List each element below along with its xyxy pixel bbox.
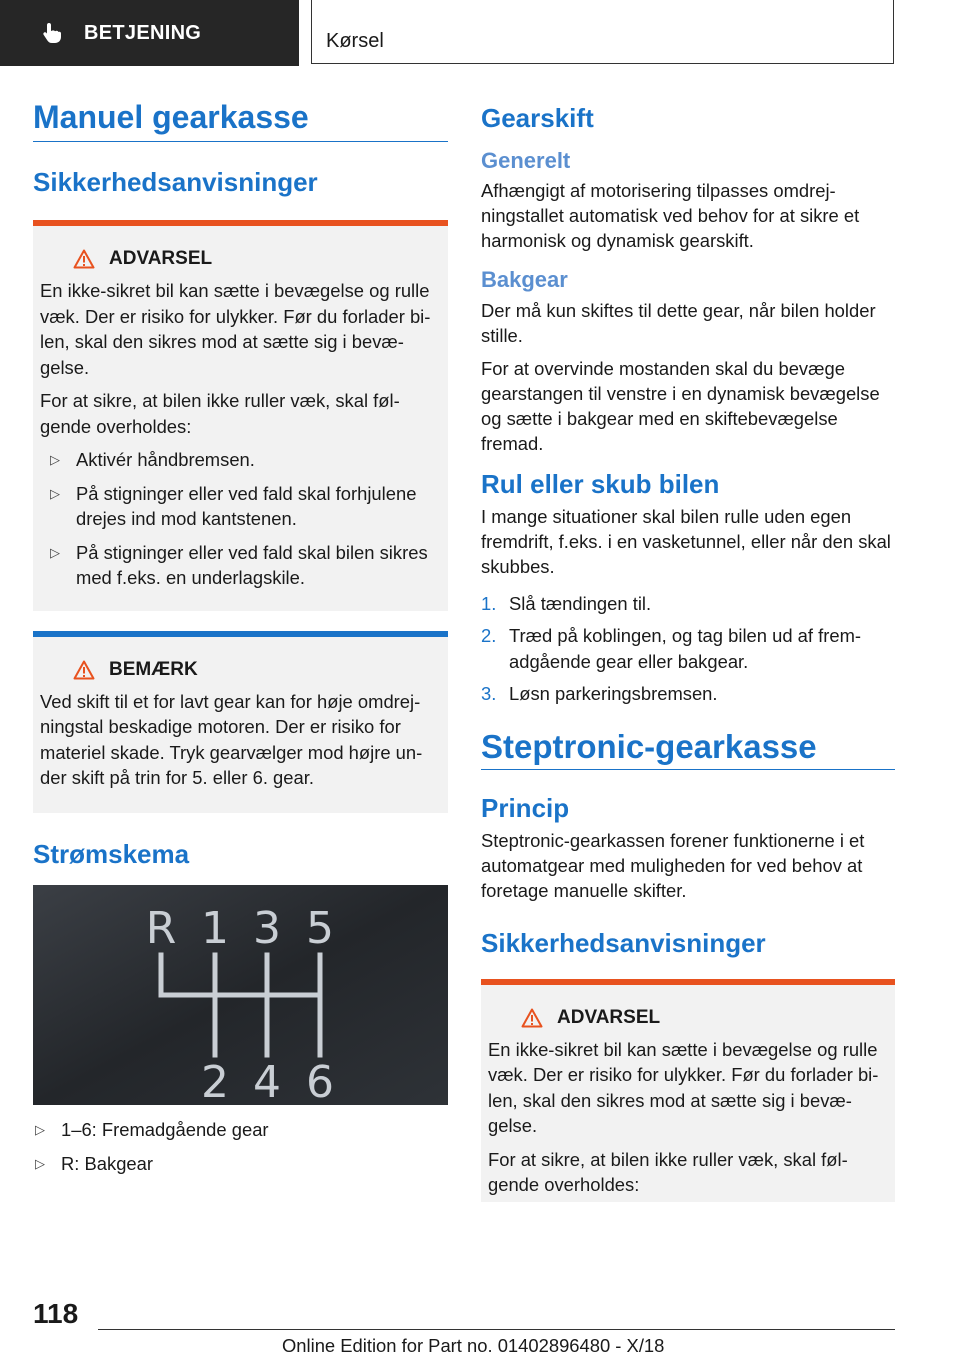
edition-text: Online Edition for Part no. 01402896480 - X/18: [282, 1335, 665, 1356]
roll-text: I mange situationer skal bilen rulle uden egen fremdrift, f.eks. i en vasketunnel, eller når den skal skubbes.: [481, 505, 891, 577]
gear-label-3: 3: [253, 903, 281, 955]
principle-text: Steptronic-gearkassen forener funktionerne i et automatgear med muligheden for ved behov at foretage manuelle skifter.: [481, 829, 865, 901]
steptronic-title: Steptronic-gearkasse: [481, 727, 817, 765]
gearshift-heading: Gearskift: [481, 103, 594, 133]
gear-label-4: 4: [253, 1057, 281, 1106]
general-heading: Generelt: [481, 147, 571, 173]
section-tab: [0, 0, 299, 66]
safety-heading-2: Sikkerhedsanvisninger: [481, 927, 766, 958]
left-column: [33, 100, 448, 1184]
warning-title: ADVARSEL: [109, 248, 213, 270]
gear-label-1: 1: [201, 903, 229, 955]
list-item: ▷ På stigninger eller ved fald skal bilen sikres med f.eks. en underlagskile.: [50, 541, 428, 589]
triangle-bullet-icon: ▷: [50, 544, 60, 560]
list-item: ▷ R: Bakgear: [33, 1151, 448, 1177]
roll-heading: Rul eller skub bilen: [481, 468, 720, 499]
chapter-label: Kørsel: [326, 30, 384, 52]
legend-list: [33, 1117, 448, 1176]
warning-triangle-icon: [73, 660, 95, 680]
warning-text-2: For at sikre, at bilen ikke ruller væk, skal føl-gende overholdes:: [488, 1148, 848, 1196]
general-text: Afhængigt af motorisering tilpasses omdrej-ningstallet automatisk ved behov for at sikre et harmonisk og dynamisk gearskift.: [481, 180, 860, 252]
triangle-bullet-icon: ▷: [50, 452, 60, 468]
footer-divider: [98, 1329, 895, 1330]
warning-box: [33, 220, 448, 611]
warning-triangle-icon: [73, 249, 95, 269]
page-header: [0, 0, 896, 66]
page-title: Manuel gearkasse: [33, 99, 309, 135]
section-label: BETJENING: [84, 21, 202, 44]
warning-box-2: [481, 979, 895, 1202]
list-item: ▷ 1–6: Fremadgående gear: [33, 1117, 448, 1143]
notice-box: [33, 631, 448, 813]
triangle-bullet-icon: ▷: [35, 1155, 45, 1171]
right-column: [481, 100, 895, 1202]
steptronic-title-block: [481, 729, 895, 770]
gear-label-2: 2: [201, 1057, 229, 1106]
warning-title-row: [488, 1007, 889, 1029]
page-number: 118: [33, 1298, 79, 1329]
gear-label-5: 5: [306, 903, 334, 955]
chapter-tab: [311, 0, 894, 64]
list-item: 2. Træd på koblingen, og tag bilen ud af frem-adgående gear eller bakgear.: [481, 625, 862, 672]
list-item: 1. Slå tændingen til.: [481, 592, 652, 614]
list-item: ▷ På stigninger eller ved fald skal forhjulene drejes ind mod kantstenen.: [50, 482, 417, 530]
triangle-bullet-icon: ▷: [50, 485, 60, 501]
reverse-heading: Bakgear: [481, 267, 568, 293]
triangle-bullet-icon: ▷: [35, 1122, 45, 1138]
manual-gearbox-title-block: [33, 100, 448, 142]
list-item: 3. Løsn parkeringsbremsen.: [481, 683, 718, 705]
principle-heading: Princip: [481, 792, 570, 823]
shift-pattern-image: [33, 885, 448, 1105]
reverse-text-2: For at overvinde mostanden skal du bevæge gearstangen til venstre i en dynamisk bevægelse og sætte i bakgear med en skiftebevægelse fremad.: [481, 357, 880, 454]
hand-pointer-icon: [40, 21, 64, 45]
warning-text-2: For at sikre, at bilen ikke ruller væk, skal føl-gende overholdes:: [40, 390, 400, 437]
steps-list: [481, 591, 895, 707]
warning-title-row: [40, 248, 442, 270]
list-item: ▷ Aktivér håndbremsen.: [40, 447, 442, 473]
warning-title: ADVARSEL: [557, 1006, 661, 1028]
warning-list: [40, 447, 442, 591]
shift-pattern-figure: [33, 885, 448, 1105]
notice-title: BEMÆRK: [109, 658, 198, 680]
gear-label-6: 6: [306, 1057, 334, 1106]
warning-text-1: En ikke-sikret bil kan sætte i bevægelse og rulle væk. Der er risiko for ulykker. Før du forlader bi-len, skal den sikres mod at sætte sig i bevæ-gelse.: [40, 280, 431, 378]
warning-text-1: En ikke-sikret bil kan sætte i bevægelse og rulle væk. Der er risiko for ulykker. Før du forlader bi-len, skal den sikres mod at sætte sig i bevæ-gelse.: [488, 1038, 879, 1137]
shift-diagram-heading: Strømskema: [33, 838, 190, 869]
notice-title-row: [40, 659, 442, 681]
safety-heading: Sikkerhedsanvisninger: [33, 167, 318, 198]
gear-label-r: R: [145, 903, 177, 955]
reverse-text-1: Der må kun skiftes til dette gear, når bilen holder stille.: [481, 299, 876, 346]
warning-triangle-icon: [521, 1008, 543, 1028]
notice-text: Ved skift til et for lavt gear kan for høje omdrej-ningstal beskadige motoren. Der er risiko for materiel skade. Tryk gearvælger mod højre un-der skift på trin for 5. eller 6. gear.: [40, 690, 423, 789]
